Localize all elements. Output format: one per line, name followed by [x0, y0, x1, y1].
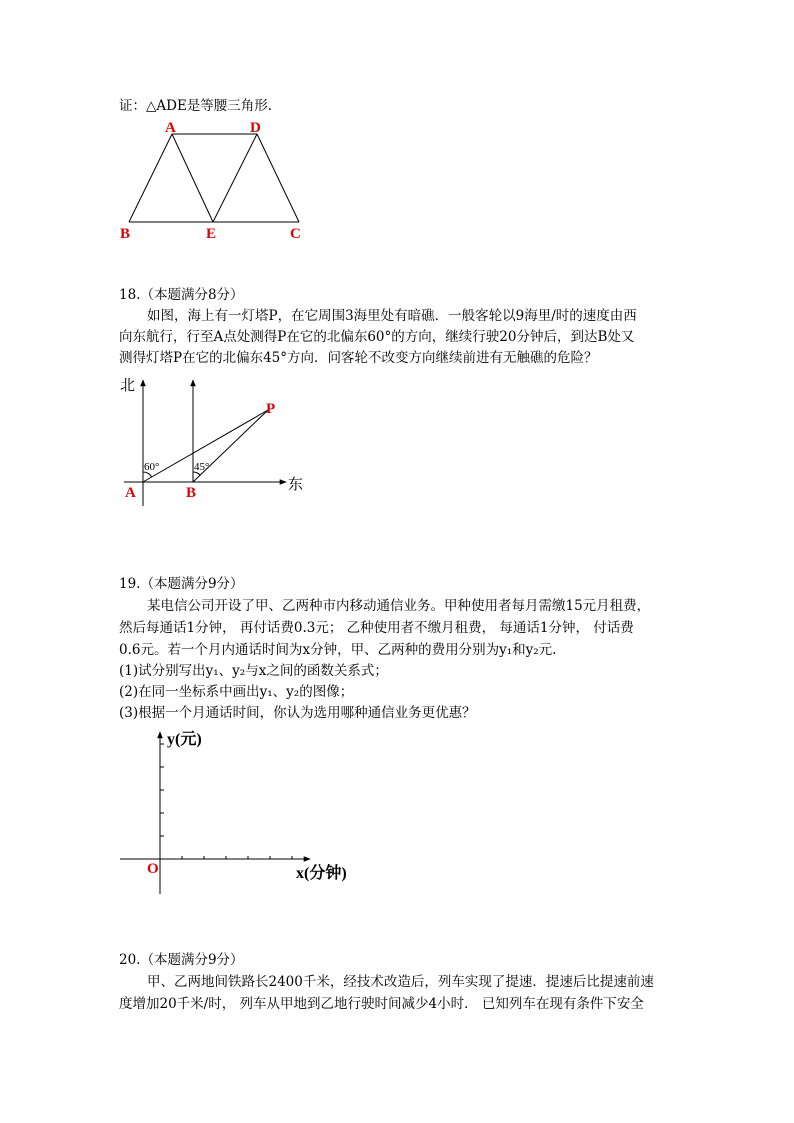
angle-label-60: 60° — [144, 461, 160, 473]
problem18-text-line2: 向东航行，行至A点处测得P在它的北偏东60°的方向，继续行驶20分钟后，到达B处又 — [119, 329, 635, 345]
problem19-text-line2: 然后每通话1分钟， 再付话费0.3元； 乙种使用者不缴月租费， 每通话1分钟， 付话费 — [119, 620, 634, 636]
problem20-text-line1: 甲、乙两地间铁路长2400千米，经技术改造后，列车实现了提速．提速后比提速前速 — [147, 974, 654, 990]
origin-label: O — [147, 861, 159, 877]
problem17-conclusion: 证：△ADE是等腰三角形. — [119, 98, 273, 114]
label-A: A — [165, 120, 176, 136]
x-axis-label: x(分钟) — [296, 865, 347, 882]
angle-label-45: 45° — [194, 461, 210, 473]
label-A: A — [125, 485, 136, 501]
lighthouse-figure — [110, 368, 310, 508]
segment-AE — [172, 134, 213, 222]
problem20-heading: 20.（本题满分9分） — [119, 952, 244, 968]
problem19-question1: (1)试分别写出y₁、y₂与x之间的函数关系式； — [119, 663, 388, 679]
segment-DE — [213, 134, 257, 222]
label-D: D — [250, 120, 261, 136]
y-axis-label: y(元) — [167, 731, 202, 748]
triangle-figure — [110, 116, 320, 246]
label-C: C — [290, 226, 301, 242]
label-P: P — [266, 401, 276, 417]
segment-AB — [129, 134, 172, 222]
segment-DC — [257, 134, 299, 222]
east-label: 东 — [288, 477, 304, 493]
problem19-text-line1: 某电信公司开设了甲、乙两种市内移动通信业务。甲种使用者每月需缴15元月租费， — [147, 598, 651, 614]
problem18-heading: 18.（本题满分8分） — [119, 287, 244, 303]
problem19-question3: (3)根据一个月通话时间，你认为选用哪种通信业务更优惠？ — [119, 705, 476, 721]
label-B: B — [120, 226, 131, 242]
coordinate-axes — [110, 724, 360, 894]
north-label: 北 — [120, 378, 136, 394]
problem19-heading: 19.（本题满分9分） — [119, 576, 244, 592]
problem19-question2: (2)在同一坐标系中画出y₁、y₂的图像； — [119, 684, 354, 700]
problem18-text-line3: 测得灯塔P在它的北偏东45°方向．问客轮不改变方向继续前进有无触礁的危险？ — [119, 350, 598, 366]
problem20-text-line2: 度增加20千米/时， 列车从甲地到乙地行驶时间减少4小时． 已知列车在现有条件下安全 — [119, 996, 644, 1012]
label-E: E — [206, 226, 217, 242]
problem19-text-line3: 0.6元。若一个月内通话时间为x分钟，甲、乙两种的费用分别为y₁和y₂元. — [119, 642, 557, 658]
label-B: B — [186, 485, 197, 501]
problem18-text-line1: 如图，海上有一灯塔P，在它周围3海里处有暗礁．一般客轮以9海里/时的速度由西 — [147, 308, 637, 324]
